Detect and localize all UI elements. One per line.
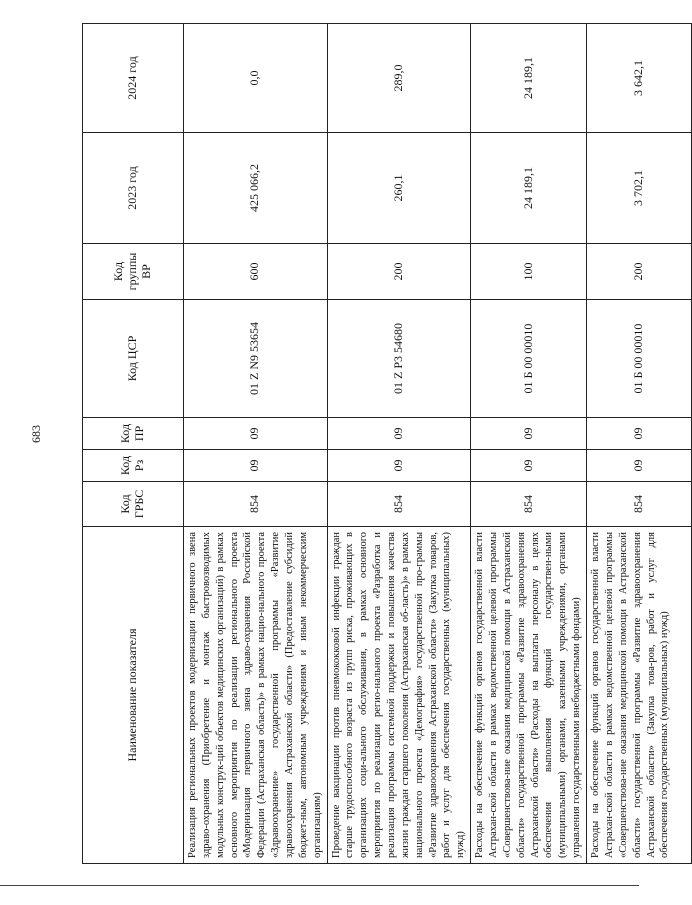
header-csr: Код ЦСР xyxy=(83,300,184,418)
cell-csr: 01 Б 00 00010 xyxy=(587,300,692,418)
cell-pr: 09 xyxy=(184,418,328,450)
cell-vr: 200 xyxy=(327,244,471,300)
header-pr: Код ПР xyxy=(83,418,184,450)
cell-2024: 3 642,1 xyxy=(587,24,692,133)
cell-rz: 09 xyxy=(471,450,587,482)
cell-2023: 3 702,1 xyxy=(587,133,692,244)
table-row xyxy=(327,24,471,864)
cell-grbs: 854 xyxy=(184,482,328,527)
table-row xyxy=(587,24,692,864)
header-vr: Код группы ВР xyxy=(83,244,184,300)
cell-rz: 09 xyxy=(587,450,692,482)
table-header-row xyxy=(83,24,184,864)
cell-2024: 0,0 xyxy=(184,24,328,133)
header-grbs: Код ГРБС xyxy=(83,482,184,527)
cell-2024: 289,0 xyxy=(327,24,471,133)
header-name: Наименование показателя xyxy=(83,527,184,864)
cell-rz: 09 xyxy=(184,450,328,482)
header-2024: 2024 год xyxy=(83,24,184,133)
cell-csr: 01 Z N9 53654 xyxy=(184,300,328,418)
cell-grbs: 854 xyxy=(587,482,692,527)
cell-pr: 09 xyxy=(471,418,587,450)
table-row xyxy=(471,24,587,864)
budget-table xyxy=(82,23,692,864)
cell-pr: 09 xyxy=(327,418,471,450)
cell-2023: 260,1 xyxy=(327,133,471,244)
cell-vr: 200 xyxy=(587,244,692,300)
cell-pr: 09 xyxy=(587,418,692,450)
table-row xyxy=(184,24,328,864)
cell-name: Расходы на обеспечение функций органов государственной власти Астрахан-ской области в рамках ведомственной целевой программы «Совершенствова-ние оказания медицинской помощи в Астраханской области» государственной программы «Развитие здравоохранения Астраханской области» (Расходы на выплаты персоналу в целях обеспечения выполнения функций государствен-ными (муниципальными) органами, казенными учреждениями, органами управления государственными внебюджетными фондами) xyxy=(471,527,587,864)
cell-grbs: 854 xyxy=(327,482,471,527)
cell-name: Реализация региональных проектов модернизации первичного звена здраво-охранения (Приобретение и монтаж быстровозводимых модульных конструк-ций объектов медицинских организаций) в рамках основного мероприятия по реализации регионального проекта «Модернизация первичного звена здраво-охранения Российской Федерации (Астраханская область)» в рамках нацио-нального проекта «Здравоохранение» государственной программы «Развитие здравоохранения Астраханской области» (Предоставление субсидий бюджет-ным, автономным учреждениям и иным некоммерческим организациям) xyxy=(184,527,328,864)
cell-2024: 24 189,1 xyxy=(471,24,587,133)
header-2023: 2023 год xyxy=(83,133,184,244)
cell-2023: 425 066,2 xyxy=(184,133,328,244)
cell-grbs: 854 xyxy=(471,482,587,527)
cell-2023: 24 189,1 xyxy=(471,133,587,244)
cell-csr: 01 Z P3 54680 xyxy=(327,300,471,418)
cell-csr: 01 Б 00 00010 xyxy=(471,300,587,418)
cell-vr: 100 xyxy=(471,244,587,300)
page-number: 683 xyxy=(29,425,43,443)
budget-table-container xyxy=(82,24,671,864)
header-rz: Код Рз xyxy=(83,450,184,482)
cell-name: Проведение вакцинации против пневмококковой инфекции граждан старше трудоспособного возраста из групп риска, проживающих в организациях соци-ального обслуживания, в рамках основного мероприятия по реализации регио-нального проекта «Разработка и реализация программы системной поддержки и повышения качества жизни граждан старшего поколения (Астраханская об-ласть)» в рамках национального проекта «Демография» государственной про-граммы «Развитие здравоохранения Астраханской области» (Закупка товаров, работ и услуг для обеспечения государственных (муниципальных) нужд) xyxy=(327,527,471,864)
cell-rz: 09 xyxy=(327,450,471,482)
bottom-rule xyxy=(0,885,639,886)
cell-name: Расходы на обеспечение функций органов государственной власти Астрахан-ской области в рамках ведомственной целевой программы «Совершенствова-ние оказания медицинской помощи в Астраханской области» государственной программы «Развитие здравоохранения Астраханской области» (Закупка това-ров, работ и услуг для обеспечения государственных (муниципальных) нужд) xyxy=(587,527,692,864)
cell-vr: 600 xyxy=(184,244,328,300)
